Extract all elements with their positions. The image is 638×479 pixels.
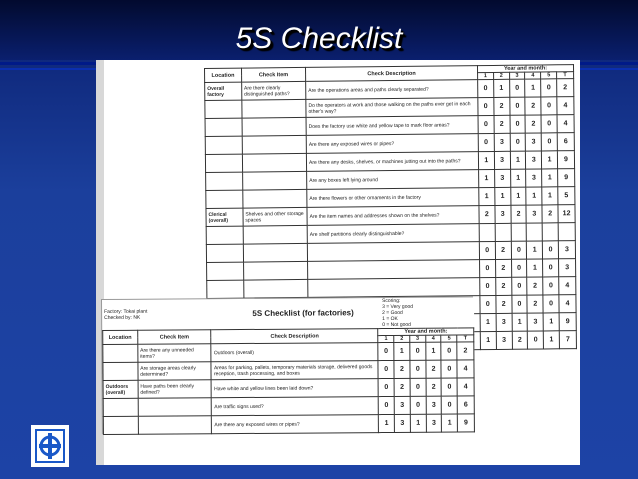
cell-score: 0 (478, 79, 494, 97)
cell-score: 0 (480, 295, 496, 313)
scoring-0: 3 = Very good (382, 303, 414, 311)
cell-score (511, 223, 527, 241)
cell-score: 3 (394, 396, 410, 414)
cell-desc: Do the operators at work and those walking on the paths ever get in each other's way? (306, 98, 478, 118)
scoring-1: 2 = Good (382, 309, 403, 317)
cell-score: 0 (543, 277, 559, 295)
cell-score: 0 (378, 378, 394, 396)
cell-score: 0 (378, 360, 394, 378)
cell-desc: Are any boxes left lying around (307, 170, 479, 190)
cell-score: 1 (425, 342, 441, 360)
cell-score: 1 (379, 414, 395, 432)
cell-score: 2 (525, 115, 541, 133)
cell-desc: Are there any exposed wires or pipes? (306, 134, 478, 154)
cell-loc (206, 172, 243, 190)
cell-score: 0 (441, 360, 457, 378)
cell-total: 4 (457, 360, 474, 378)
cell-total: 6 (557, 133, 574, 151)
cell-item (243, 225, 307, 244)
month-col-1: 2 (394, 335, 410, 342)
cell-total: 2 (557, 79, 574, 97)
cell-score: 1 (510, 169, 526, 187)
cell-score: 2 (394, 378, 410, 396)
cell-score: 0 (479, 241, 495, 259)
cell-loc: Overall factory (205, 82, 242, 100)
cell-score: 1 (543, 313, 559, 331)
cell-score: 1 (480, 331, 496, 349)
cell-total: 12 (558, 205, 575, 223)
cell-score: 0 (541, 97, 557, 115)
checklist-sheet-front (102, 297, 475, 435)
company-logo-icon (31, 425, 69, 467)
cell-item: Are there clearly distinguished paths? (241, 81, 305, 100)
cell-loc (205, 136, 242, 154)
cell-loc: Outdoors (overall) (103, 380, 138, 398)
cell-total: 9 (557, 151, 574, 169)
cell-score: 0 (541, 115, 557, 133)
cell-score: 1 (527, 259, 543, 277)
cell-score: 2 (495, 259, 511, 277)
month-col-0: 1 (378, 335, 394, 342)
cell-total: 6 (457, 396, 474, 414)
month-col-4: 5 (441, 335, 457, 342)
cell-total: 4 (559, 277, 576, 295)
cell-score: 0 (442, 396, 458, 414)
cell-score: 0 (511, 259, 527, 277)
cell-score: 1 (478, 151, 494, 169)
cell-score: 0 (543, 259, 559, 277)
cell-item (242, 171, 306, 190)
cell-score: 0 (511, 295, 527, 313)
cell-score (527, 223, 543, 241)
cell-score: 2 (426, 378, 442, 396)
col-check-description: Check Description (211, 329, 378, 344)
cell-item: Have paths been clearly defined? (138, 380, 212, 399)
cell-score: 1 (542, 187, 558, 205)
cell-score: 3 (494, 151, 510, 169)
cell-desc: Have white and yellow lines been laid down? (212, 379, 379, 398)
cell-score: 1 (510, 151, 526, 169)
cell-score: 0 (509, 79, 525, 97)
cell-score: 1 (526, 187, 542, 205)
cell-score: 0 (410, 342, 426, 360)
cell-loc (206, 244, 243, 262)
cell-item (244, 279, 308, 298)
cell-score: 3 (495, 205, 511, 223)
col-location: Location (205, 68, 242, 82)
cell-score: 1 (480, 313, 496, 331)
cell-item (138, 416, 212, 435)
cell-score: 0 (509, 97, 525, 115)
cell-score (542, 223, 558, 241)
month-col-5: T (557, 72, 574, 79)
cell-score: 0 (528, 331, 544, 349)
cell-score: 1 (542, 151, 558, 169)
cell-score: 1 (479, 187, 495, 205)
cell-desc: Areas for parking, pallets, temporary materials storage, delivered goods reception, trash processing, and boxes (211, 361, 378, 380)
cell-score: 3 (526, 169, 542, 187)
cell-score: 3 (426, 396, 442, 414)
cell-score: 2 (525, 97, 541, 115)
cell-score: 0 (378, 396, 394, 414)
cell-desc: Are traffic signs used? (212, 397, 379, 416)
cell-score: 1 (525, 79, 541, 97)
cell-item: Are there any unneeded items? (138, 344, 212, 363)
cell-item (242, 99, 306, 118)
cell-desc (308, 278, 480, 298)
cell-loc (207, 280, 244, 298)
cell-item (242, 135, 306, 154)
cell-score: 1 (543, 331, 559, 349)
col-year-month: Year and month: (378, 328, 474, 336)
cell-total: 4 (559, 295, 576, 313)
cell-score (495, 223, 511, 241)
cell-desc: Are the operations areas and paths clearly separated? (306, 80, 478, 100)
col-year-month: Year and month: (477, 65, 573, 73)
cell-score: 3 (527, 313, 543, 331)
cell-score: 0 (410, 396, 426, 414)
cell-score: 2 (495, 277, 511, 295)
cell-score: 1 (442, 414, 458, 432)
cell-score: 3 (526, 205, 542, 223)
cell-total: 9 (558, 169, 575, 187)
cell-score (479, 223, 495, 241)
cell-score: 0 (410, 360, 426, 378)
cell-desc: Are there any exposed wires or pipes? (212, 415, 379, 434)
cell-score: 1 (410, 414, 426, 432)
cell-score: 2 (527, 277, 543, 295)
cell-desc: Are there any desks, shelves, or machines jutting out into the paths? (306, 152, 478, 172)
cell-score: 2 (479, 205, 495, 223)
cell-loc (103, 344, 138, 362)
cell-item (243, 189, 307, 208)
cell-loc (205, 118, 242, 136)
cell-score: 2 (512, 331, 528, 349)
scoring-3: 0 = Not good (382, 321, 411, 329)
cell-score: 0 (510, 133, 526, 151)
cell-loc (206, 226, 243, 244)
cell-score: 3 (394, 414, 410, 432)
cell-desc: Outdoors (overall) (211, 343, 378, 362)
cell-score: 0 (541, 133, 557, 151)
cell-total: 9 (559, 313, 576, 331)
scoring-label: Scoring: (381, 297, 401, 305)
cell-item: Shelves and other storage spaces (243, 207, 307, 226)
cell-score: 0 (511, 241, 527, 259)
cell-total (558, 223, 575, 241)
cell-score: 0 (478, 133, 494, 151)
month-col-2: 3 (410, 335, 426, 342)
sheet-heading: 5S Checklist (for factories) (252, 308, 354, 318)
cell-desc: Are there flowers or other ornaments in the factory (307, 188, 479, 208)
cell-score: 0 (541, 79, 557, 97)
cell-total: 4 (457, 378, 474, 396)
cell-score: 0 (510, 115, 526, 133)
scoring-2: 1 = OK (382, 315, 398, 323)
cell-score: 3 (494, 133, 510, 151)
cell-score: 0 (410, 378, 426, 396)
cell-score: 0 (511, 277, 527, 295)
cell-score: 2 (511, 205, 527, 223)
cell-score: 1 (527, 241, 543, 259)
cell-score: 1 (495, 187, 511, 205)
cell-loc (103, 398, 138, 416)
col-location: Location (103, 330, 138, 344)
cell-score: 2 (494, 115, 510, 133)
month-col-5: T (457, 335, 474, 342)
cell-score: 3 (496, 331, 512, 349)
col-check-item: Check Item (241, 67, 305, 82)
cell-score: 3 (526, 133, 542, 151)
cell-total: 3 (559, 259, 576, 277)
cell-total: 2 (457, 342, 474, 360)
cell-loc (206, 190, 243, 208)
cell-desc (307, 242, 479, 262)
cell-score: 0 (480, 277, 496, 295)
col-check-description: Check Description (306, 66, 478, 82)
cell-desc: Does the factory use white and yellow tape to mark floor areas? (306, 116, 478, 136)
cell-score: 0 (478, 115, 494, 133)
cell-desc (308, 260, 480, 280)
cell-score: 2 (527, 295, 543, 313)
cell-score: 0 (543, 295, 559, 313)
cell-loc (103, 362, 138, 380)
cell-item: Are storage areas clearly determined? (138, 362, 212, 381)
month-col-4: 5 (541, 72, 557, 79)
cell-item (243, 243, 307, 262)
slide-title: 5S Checklist (235, 22, 403, 55)
month-col-3: 4 (425, 335, 441, 342)
cell-desc: Are the item names and addresses shown on the shelves? (307, 206, 479, 226)
cell-item (138, 398, 212, 417)
col-check-item: Check Item (137, 330, 211, 345)
cell-score: 0 (441, 378, 457, 396)
cell-loc (207, 262, 244, 280)
cell-score: 3 (496, 313, 512, 331)
cell-desc: Are shelf partitions clearly distinguishable? (307, 224, 479, 244)
cell-loc: Clerical (overall) (206, 208, 243, 226)
cell-item (243, 261, 307, 280)
cell-score: 2 (494, 97, 510, 115)
cell-score: 1 (394, 342, 410, 360)
cell-score: 0 (378, 342, 394, 360)
cell-score: 2 (394, 360, 410, 378)
cell-score: 3 (526, 151, 542, 169)
cell-item (242, 117, 306, 136)
cell-loc (205, 154, 242, 172)
cell-score: 2 (496, 295, 512, 313)
cell-item (242, 153, 306, 172)
cell-score: 2 (495, 241, 511, 259)
month-col-3: 4 (525, 72, 541, 79)
month-col-0: 1 (477, 72, 493, 79)
cell-score: 0 (441, 342, 457, 360)
cell-total: 3 (558, 241, 575, 259)
cell-loc (205, 100, 242, 118)
month-col-1: 2 (493, 72, 509, 79)
month-col-2: 3 (509, 72, 525, 79)
cell-score: 1 (510, 187, 526, 205)
cell-score: 0 (543, 241, 559, 259)
cell-score: 1 (542, 169, 558, 187)
checklist-photo (96, 60, 580, 465)
cell-total: 5 (558, 187, 575, 205)
cell-score: 2 (426, 360, 442, 378)
cell-score: 1 (478, 169, 494, 187)
factory-label: Factory: Tokai plant (104, 308, 148, 315)
cell-score: 0 (479, 259, 495, 277)
cell-score: 1 (512, 313, 528, 331)
cell-score: 1 (493, 79, 509, 97)
cell-score: 0 (478, 97, 494, 115)
cell-total: 4 (557, 97, 574, 115)
cell-loc (103, 416, 138, 434)
cell-score: 3 (426, 414, 442, 432)
cell-score: 2 (542, 205, 558, 223)
cell-total: 7 (559, 331, 576, 349)
cell-total: 4 (557, 115, 574, 133)
cell-total: 9 (458, 414, 475, 432)
table-row (103, 414, 474, 435)
checked-by-label: Checked by: NK (104, 314, 141, 321)
cell-score: 3 (494, 169, 510, 187)
